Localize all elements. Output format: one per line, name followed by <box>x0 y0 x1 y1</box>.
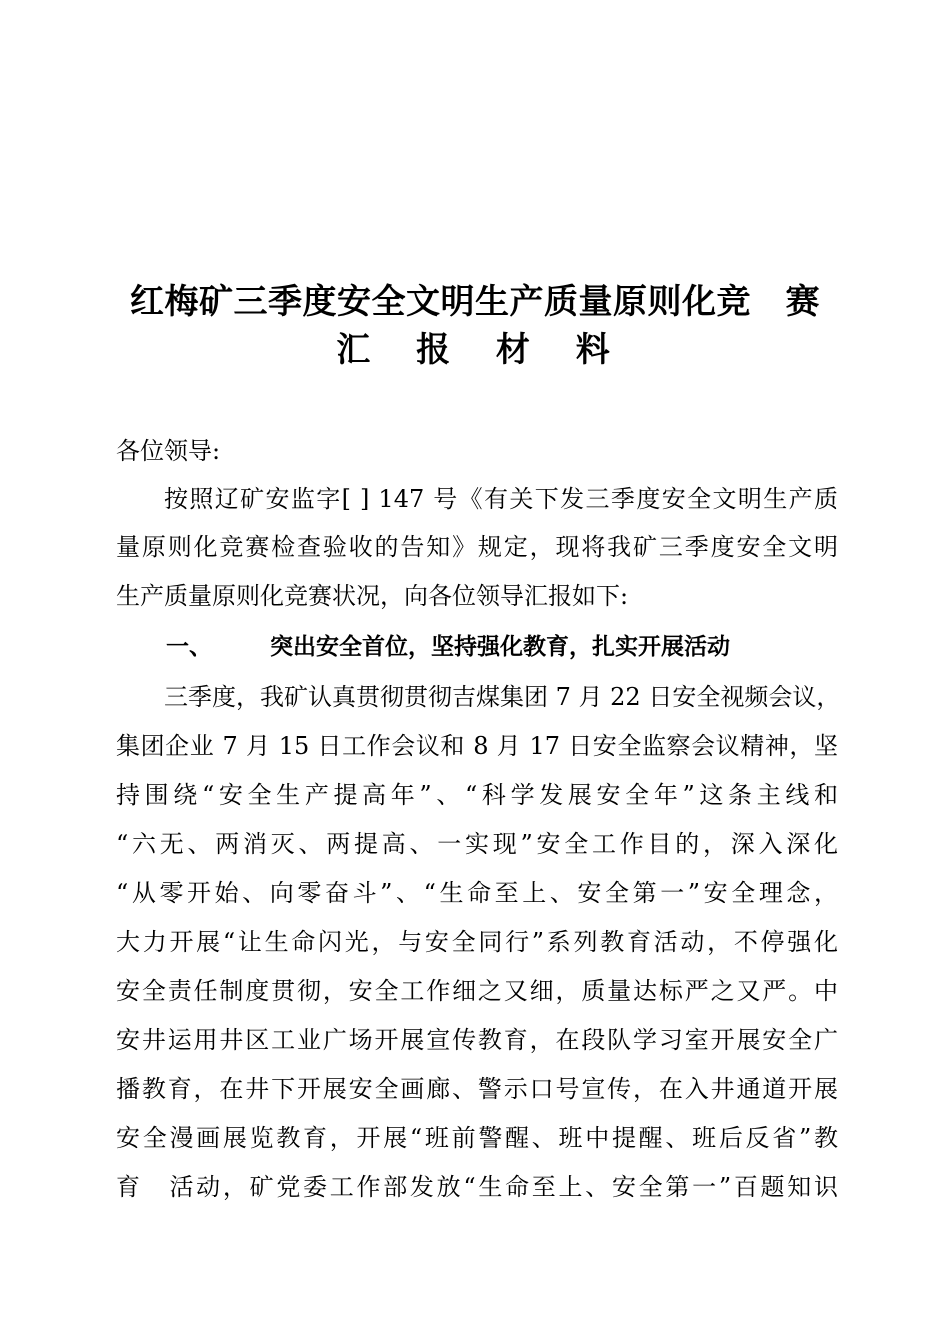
body-line: 安全责任制度贯彻，安全工作细之又细，质量达标严之又严。中 <box>116 977 838 1005</box>
intro-line: 按照辽矿安监字[ ] 147 号《有关下发三季度安全文明生产质 <box>164 485 838 513</box>
body-line: 安全漫画展览教育，开展“班前警醒、班中提醒、班后反省”教 <box>116 1124 838 1152</box>
body-line: 持围绕“安全生产提高年”、“科学发展安全年”这条主线和 <box>116 781 838 809</box>
body-line: 三季度，我矿认真贯彻贯彻吉煤集团 7 月 22 日安全视频会议， <box>164 683 841 711</box>
body-line: 安井运用井区工业广场开展宣传教育，在段队学习室开展安全广 <box>116 1026 838 1054</box>
document-title-line2: 汇 报 材 料 <box>336 330 614 370</box>
intro-line: 量原则化竞赛检查验收的告知》规定，现将我矿三季度安全文明 <box>116 533 838 561</box>
salutation: 各位领导: <box>116 437 221 465</box>
section-heading <box>166 632 730 662</box>
body-line: “六无、两消灭、两提高、一实现”安全工作目的，深入深化 <box>116 830 838 858</box>
body-line: “从零开始、向零奋斗”、“生命至上、安全第一”安全理念， <box>116 879 838 907</box>
body-line: 集团企业 7 月 15 日工作会议和 8 月 17 日安全监察会议精神，坚 <box>116 732 838 760</box>
body-line: 大力开展“让生命闪光，与安全同行”系列教育活动，不停强化 <box>116 928 838 956</box>
body-line: 育 活动，矿党委工作部发放“生命至上、安全第一”百题知识 <box>116 1173 838 1201</box>
document-title-line1: 红梅矿三季度安全文明生产质量原则化竞 赛 <box>130 282 820 322</box>
section-number: 一、 <box>166 634 212 660</box>
intro-line: 生产质量原则化竞赛状况，向各位领导汇报如下: <box>116 582 629 610</box>
section-heading-text: 突出安全首位，坚持强化教育，扎实开展活动 <box>270 634 730 660</box>
body-line: 播教育，在井下开展安全画廊、警示口号宣传，在入井通道开展 <box>116 1075 838 1103</box>
